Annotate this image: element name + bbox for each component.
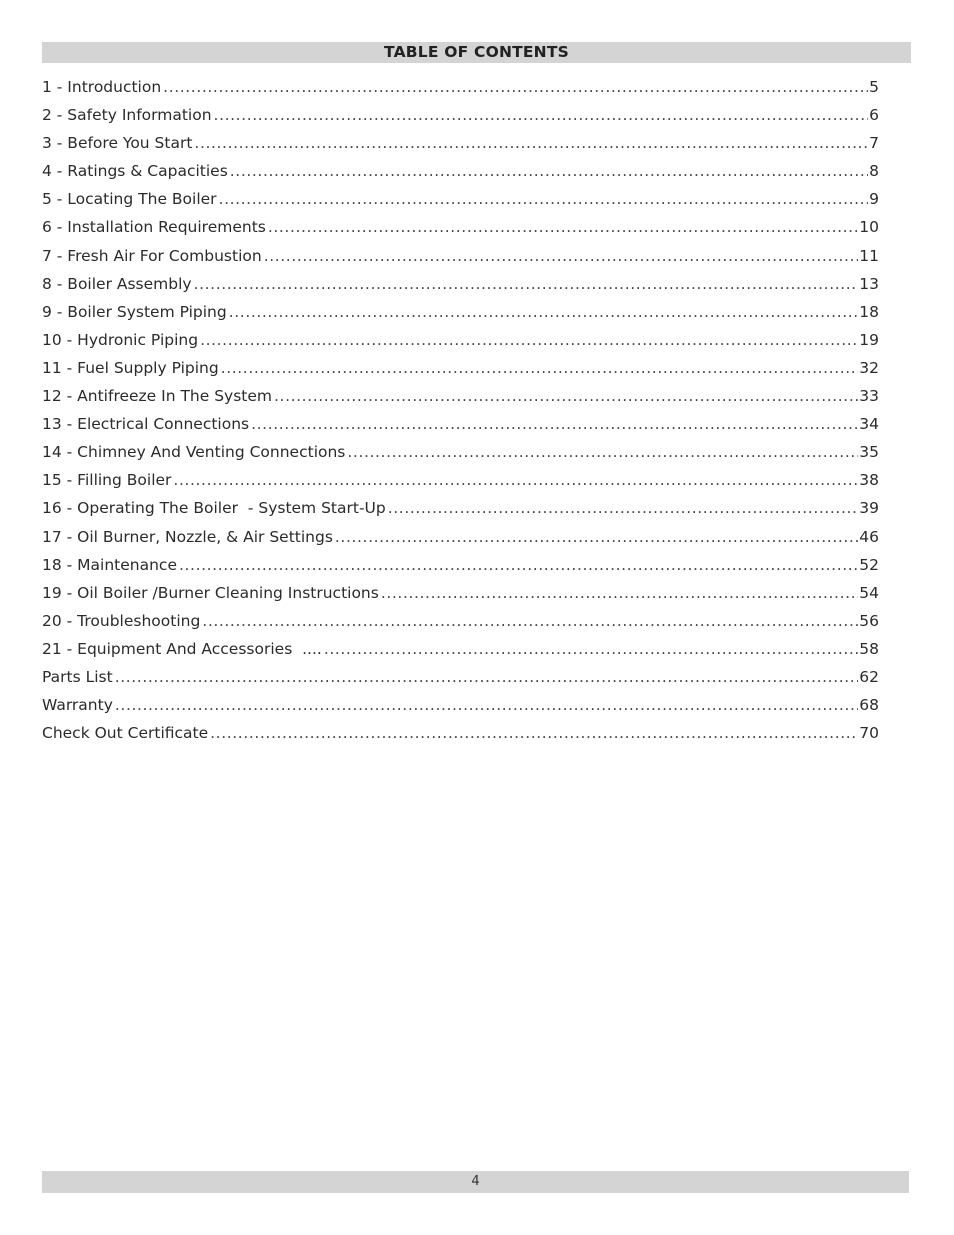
dot-leader (214, 101, 869, 129)
toc-entry-page: 34 (859, 415, 879, 434)
dot-leader (163, 73, 868, 101)
toc-entry-page: 6 (869, 106, 879, 125)
toc-entry-chimney-and-venting-connections[interactable] (42, 438, 879, 466)
dot-leader (200, 326, 858, 354)
toc-entry-page: 56 (859, 611, 879, 630)
toc-entry-title: 14 - Chimney And Venting Connections (42, 443, 346, 462)
toc-entry-page: 5 (869, 78, 879, 96)
toc-entry-cleaning-instructions[interactable] (42, 579, 879, 607)
toc-entry-maintenance[interactable] (42, 551, 879, 579)
dot-leader (274, 382, 858, 410)
toc-entry-title: Warranty (42, 696, 113, 715)
toc-entry-page: 8 (869, 162, 879, 181)
toc-entry-page: 54 (859, 583, 879, 602)
toc-entry-installation-requirements[interactable] (42, 213, 879, 241)
dot-leader (219, 185, 869, 213)
toc-entry-oil-burner-nozzle-air-settings[interactable] (42, 523, 879, 551)
toc-entry-title: 17 - Oil Burner, Nozzle, & Air Settings (42, 527, 333, 546)
toc-entry-title: 11 - Fuel Supply Piping (42, 358, 219, 377)
dot-leader (268, 213, 858, 241)
dot-leader (194, 129, 868, 157)
toc-entry-page: 9 (869, 190, 879, 209)
toc-entry-title: 8 - Boiler Assembly (42, 274, 192, 293)
toc-entry-page: 33 (859, 387, 879, 406)
toc-entry-title: 10 - Hydronic Piping (42, 330, 199, 349)
dot-leader (324, 635, 858, 663)
toc-entry-introduction[interactable] (42, 73, 879, 101)
toc-entry-operating-the-boiler[interactable] (42, 494, 879, 522)
toc-entry-safety-information[interactable] (42, 101, 879, 129)
dot-leader (115, 663, 859, 691)
toc-entry-title: 4 - Ratings & Capacities (42, 162, 228, 181)
toc-entry-title: 12 - Antifreeze In The System (42, 387, 273, 406)
dot-leader (173, 466, 858, 494)
toc-entry-page: 70 (859, 724, 879, 743)
toc-entry-title: 18 - Maintenance (42, 555, 177, 574)
dot-leader (202, 607, 858, 635)
toc-entry-boiler-assembly[interactable] (42, 270, 879, 298)
toc-entry-title: 2 - Safety Information (42, 106, 212, 125)
toc-entry-page: 38 (859, 471, 879, 490)
toc-entry-title: 15 - Filling Boiler (42, 471, 172, 490)
toc-entry-page: 13 (859, 274, 879, 293)
table-of-contents (42, 73, 879, 747)
toc-entry-page: 18 (859, 302, 879, 321)
toc-entry-title: Check Out Certificate (42, 724, 209, 743)
toc-entry-page: 52 (859, 555, 879, 574)
toc-entry-troubleshooting[interactable] (42, 607, 879, 635)
toc-entry-title: 9 - Boiler System Piping (42, 302, 227, 321)
dot-leader (179, 551, 858, 579)
dot-leader (335, 523, 858, 551)
toc-entry-page: 62 (859, 667, 879, 686)
toc-entry-page: 7 (869, 134, 879, 153)
toc-entry-fuel-supply-piping[interactable] (42, 354, 879, 382)
toc-entry-page: 39 (859, 499, 879, 518)
toc-entry-title: 5 - Locating The Boiler (42, 190, 217, 209)
toc-entry-warranty[interactable] (42, 691, 879, 719)
dot-leader (221, 354, 859, 382)
toc-heading: TABLE OF CONTENTS (42, 42, 911, 63)
toc-entry-title: 1 - Introduction (42, 78, 162, 96)
toc-entry-fresh-air-for-combustion[interactable] (42, 242, 879, 270)
toc-entry-title: 21 - Equipment And Accessories .... (42, 639, 322, 658)
toc-entry-before-you-start[interactable] (42, 129, 879, 157)
toc-entry-title: 20 - Troubleshooting (42, 611, 201, 630)
toc-entry-page: 19 (859, 330, 879, 349)
toc-entry-title: 16 - Operating The Boiler - System Start-Up (42, 499, 386, 518)
toc-entry-title: 3 - Before You Start (42, 134, 193, 153)
toc-entry-page: 35 (859, 443, 879, 462)
toc-entry-hydronic-piping[interactable] (42, 326, 879, 354)
toc-entry-title: 7 - Fresh Air For Combustion (42, 246, 262, 265)
toc-entry-parts-list[interactable] (42, 663, 879, 691)
toc-entry-filling-boiler[interactable] (42, 466, 879, 494)
toc-entry-page: 68 (859, 696, 879, 715)
toc-entry-equipment-and-accessories[interactable] (42, 635, 879, 663)
toc-entry-page: 32 (859, 358, 879, 377)
dot-leader (230, 157, 868, 185)
dot-leader (229, 298, 859, 326)
toc-entry-page: 46 (859, 527, 879, 546)
dot-leader (115, 691, 858, 719)
toc-entry-ratings-capacities[interactable] (42, 157, 879, 185)
toc-entry-page: 11 (859, 246, 879, 265)
toc-entry-locating-the-boiler[interactable] (42, 185, 879, 213)
dot-leader (194, 270, 859, 298)
toc-entry-title: Parts List (42, 667, 113, 686)
toc-entry-check-out-certificate[interactable] (42, 719, 879, 747)
dot-leader (388, 494, 859, 522)
toc-entry-title: 19 - Oil Boiler /Burner Cleaning Instructions (42, 583, 379, 602)
dot-leader (210, 719, 858, 747)
dot-leader (251, 410, 858, 438)
toc-entry-antifreeze-in-the-system[interactable] (42, 382, 879, 410)
toc-entry-title: 13 - Electrical Connections (42, 415, 250, 434)
toc-entry-page: 58 (859, 639, 879, 658)
toc-entry-electrical-connections[interactable] (42, 410, 879, 438)
dot-leader (347, 438, 858, 466)
toc-entry-boiler-system-piping[interactable] (42, 298, 879, 326)
page-number: 4 (42, 1171, 909, 1193)
dot-leader (381, 579, 858, 607)
toc-entry-page: 10 (859, 218, 879, 237)
toc-entry-title: 6 - Installation Requirements (42, 218, 266, 237)
dot-leader (264, 242, 859, 270)
